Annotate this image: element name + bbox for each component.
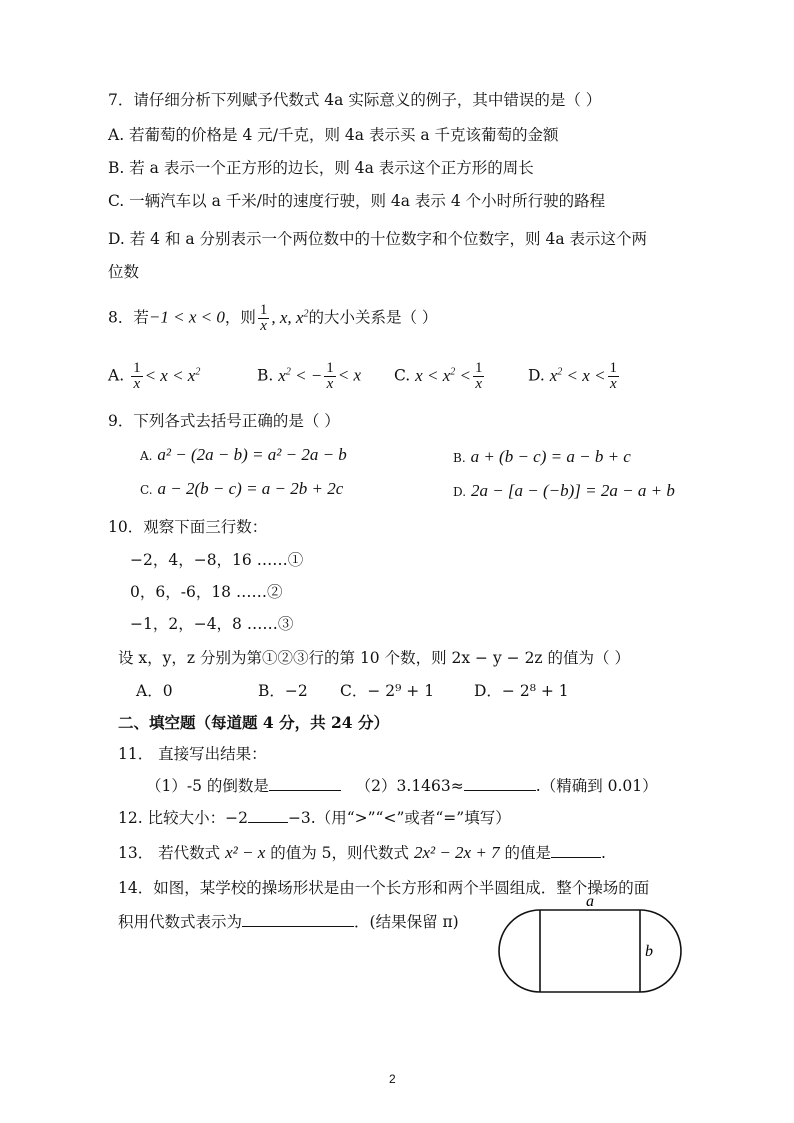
- q8-option-c: C. $x < x^2$ < $\frac{1}{x}$: [394, 360, 483, 393]
- q12: 12. 比较大小：−2 −3.（用“>”“<”或者“=”填写）: [118, 806, 511, 829]
- q10-stem: 10．观察下面三行数：: [108, 518, 268, 536]
- playground-figure: [490, 892, 690, 1002]
- q9-option-c: C. a − 2(b − c) = a − 2b + 2c: [140, 479, 344, 498]
- q14-line-1: 14．如图，某学校的操场形状是由一个长方形和两个半圆组成．整个操场的面: [118, 879, 650, 897]
- q11-stem: 11． 直接写出结果：: [118, 745, 267, 763]
- q10-row-2: 0，6，-6，18 ……②: [130, 583, 283, 601]
- q9-option-b: B. a + (b − c) = a − b + c: [453, 447, 631, 466]
- q8-condition: −1 < x < 0: [148, 307, 225, 327]
- answer-blank[interactable]: [551, 841, 601, 858]
- q8-option-a: A. $\frac{1}{x}$ < $x < x^2$: [108, 360, 201, 393]
- q8-option-d: D. $x^2 < x$ < $\frac{1}{x}$: [528, 360, 618, 393]
- label-a: a: [586, 893, 594, 910]
- q8-vars: , x, $x^2$: [271, 307, 309, 327]
- q10-row-3: −1，2，−4，8 ……③: [130, 615, 294, 633]
- answer-blank[interactable]: [269, 774, 341, 791]
- q10-option-b: B．−2: [258, 682, 308, 700]
- q10-option-a: A．0: [136, 682, 173, 700]
- answer-blank[interactable]: [464, 774, 536, 791]
- q8-lead: 8．若: [108, 308, 149, 327]
- q7-option-c: C. 一辆汽车以 a 千米/时的速度行驶，则 4a 表示 4 个小时所行驶的路程: [108, 192, 606, 210]
- q7-option-a: A. 若葡萄的价格是 4 元/千克，则 4a 表示买 a 千克该葡萄的金额: [108, 126, 559, 144]
- q10-ask: 设 x，y，z 分别为第①②③行的第 10 个数，则 2x − y − 2z 的值为（ ）: [118, 649, 630, 667]
- track-outline: [499, 910, 681, 992]
- section-title: 二、填空题（每道题 4 分，共 24 分）: [118, 713, 389, 732]
- q7-option-d-cont: 位数: [108, 263, 140, 281]
- q10-row-1: −2，4，−8，16 ……①: [130, 551, 304, 569]
- answer-blank[interactable]: [248, 806, 288, 823]
- q10-option-d: D．− 2⁸ + 1: [474, 682, 569, 700]
- q7-option-d: D. 若 4 和 a 分别表示一个两位数中的十位数字和个位数字，则 4a 表示这个两: [108, 230, 647, 248]
- q8-mid: ，则: [224, 308, 256, 327]
- q9-option-d: D. 2a − [a − (−b)] = 2a − a + b: [453, 481, 675, 500]
- q7-stem: 7．请仔细分析下列赋予代数式 4a 实际意义的例子，其中错误的是（ ）: [108, 91, 602, 109]
- page-number: 2: [389, 1072, 396, 1086]
- q14-line-2: 积用代数式表示为 ．(结果保留 π): [118, 910, 459, 933]
- q9-option-a: A. a² − (2a − b) = a² − 2a − b: [140, 445, 347, 464]
- q10-option-c: C．− 2⁹ + 1: [340, 682, 435, 700]
- q8-fraction: $\frac{1}{x}$: [259, 302, 268, 335]
- q7-option-b: B. 若 a 表示一个正方形的边长，则 4a 表示这个正方形的周长: [108, 159, 534, 177]
- label-b: b: [645, 943, 653, 960]
- q8-option-b: B. $x^2$ < − $\frac{1}{x}$ < x: [257, 360, 362, 393]
- q8-tail: 的大小关系是（ ）: [308, 308, 438, 327]
- q11-parts: （1）-5 的倒数是 （2）3.1463≈ .（精确到 0.01）: [146, 774, 658, 797]
- answer-blank[interactable]: [242, 910, 354, 927]
- q9-stem: 9．下列各式去括号正确的是（ ）: [108, 412, 340, 430]
- q13: 13． 若代数式 x² − x 的值为 5，则代数式 2x² − 2x + 7 的值是 .: [118, 843, 606, 862]
- q8-stem: [108, 303, 437, 334]
